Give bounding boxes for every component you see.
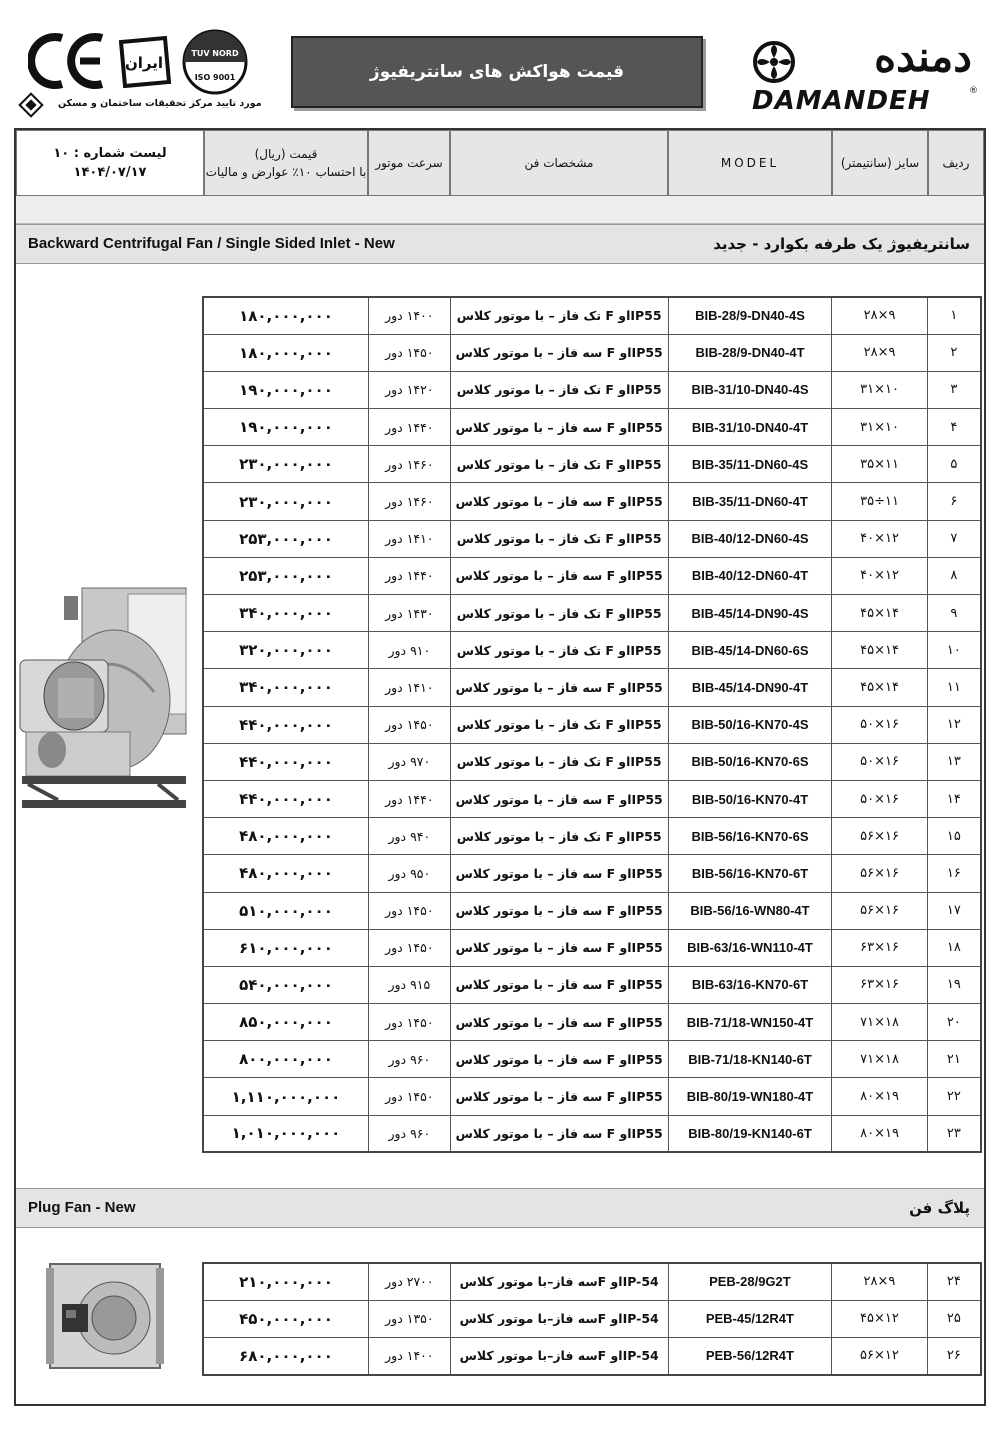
model-cell: PEB-28/9G2T <box>668 1263 831 1300</box>
section-bar-plug <box>16 1188 984 1228</box>
tuv-text: TUV NORD <box>191 49 239 58</box>
size-cell: ۳۵×۱۱ <box>832 446 927 483</box>
list-date: ۱۴۰۴/۰۷/۱۷ <box>73 165 147 180</box>
registered-mark: ® <box>969 86 978 96</box>
speed-cell: ۱۴۵۰ دور <box>368 929 450 966</box>
list-number: لیست شماره : ۱۰ <box>53 145 167 161</box>
speed-cell: ۹۵۰ دور <box>368 855 450 892</box>
table-row <box>203 929 981 966</box>
table-row <box>203 1263 981 1300</box>
table-row <box>203 1004 981 1041</box>
table-row <box>203 1041 981 1078</box>
col-spec: مشخصات فن <box>450 130 668 196</box>
row-number-cell: ۲۱ <box>927 1041 981 1078</box>
price-cell: ۴۴۰,۰۰۰,۰۰۰ <box>203 706 368 743</box>
row-number-cell: ۲۶ <box>927 1338 981 1375</box>
table-row <box>203 966 981 1003</box>
row-number-cell: ۱۳ <box>927 743 981 780</box>
price-header-line2: با احتساب ۱۰٪ عوارض و مالیات <box>205 165 367 179</box>
spec-cell: IP55او F سه فاز – با موتور کلاس <box>450 929 668 966</box>
price-cell: ۱,۰۱۰,۰۰۰,۰۰۰ <box>203 1115 368 1152</box>
section-title-en: Backward Centrifugal Fan / Single Sided Inlet - New <box>28 235 395 252</box>
size-cell: ۵۰×۱۶ <box>832 780 927 817</box>
title-banner <box>291 36 703 108</box>
model-cell: BIB-56/16-KN70-6S <box>668 818 832 855</box>
speed-cell: ۱۴۵۰ دور <box>368 1004 450 1041</box>
speed-cell: ۱۴۱۰ دور <box>368 669 450 706</box>
model-cell: BIB-31/10-DN40-4S <box>668 371 832 408</box>
price-cell: ۵۴۰,۰۰۰,۰۰۰ <box>203 966 368 1003</box>
price-cell: ۴۴۰,۰۰۰,۰۰۰ <box>203 780 368 817</box>
table-row <box>203 892 981 929</box>
model-cell: BIB-63/16-WN110-4T <box>668 929 832 966</box>
price-cell: ۲۳۰,۰۰۰,۰۰۰ <box>203 446 368 483</box>
model-cell: BIB-35/11-DN60-4S <box>668 446 832 483</box>
price-cell: ۴۴۰,۰۰۰,۰۰۰ <box>203 743 368 780</box>
speed-cell: ۱۳۵۰ دور <box>368 1300 450 1337</box>
size-cell: ۴۵×۱۴ <box>832 632 927 669</box>
price-cell: ۲۱۰,۰۰۰,۰۰۰ <box>203 1263 368 1300</box>
spec-cell: IP55او F سه فاز – با موتور کلاس <box>450 1078 668 1115</box>
size-cell: ۴۵×۱۲ <box>832 1300 928 1337</box>
price-cell: ۲۳۰,۰۰۰,۰۰۰ <box>203 483 368 520</box>
row-number-cell: ۲۲ <box>927 1078 981 1115</box>
size-cell: ۲۸×۹ <box>832 334 927 371</box>
row-number-cell: ۱۹ <box>927 966 981 1003</box>
size-cell: ۵۶×۱۶ <box>832 855 927 892</box>
price-cell: ۵۱۰,۰۰۰,۰۰۰ <box>203 892 368 929</box>
table-row <box>203 632 981 669</box>
row-number-cell: ۸ <box>927 557 981 594</box>
model-cell: BIB-28/9-DN40-4S <box>668 297 832 334</box>
spec-cell: IP55او F سه فاز – با موتور کلاس <box>450 483 668 520</box>
section-title-fa: پلاگ فن <box>909 1199 970 1217</box>
model-cell: BIB-50/16-KN70-4T <box>668 780 832 817</box>
size-cell: ۶۳×۱۶ <box>832 929 927 966</box>
size-cell: ۲۸×۹ <box>832 297 927 334</box>
price-cell: ۱۹۰,۰۰۰,۰۰۰ <box>203 409 368 446</box>
price-cell: ۳۴۰,۰۰۰,۰۰۰ <box>203 669 368 706</box>
model-cell: BIB-71/18-WN150-4T <box>668 1004 832 1041</box>
size-cell: ۸۰×۱۹ <box>832 1115 927 1152</box>
model-cell: BIB-80/19-KN140-6T <box>668 1115 832 1152</box>
model-cell: BIB-50/16-KN70-6S <box>668 743 832 780</box>
table-row <box>203 1338 981 1375</box>
speed-cell: ۱۴۱۰ دور <box>368 520 450 557</box>
spec-cell: IP55او F سه فاز – با موتور کلاس <box>450 334 668 371</box>
row-number-cell: ۱۵ <box>927 818 981 855</box>
row-number-cell: ۱۰ <box>927 632 981 669</box>
spec-cell: IP55او F سه فاز – با موتور کلاس <box>450 1041 668 1078</box>
row-number-cell: ۱۸ <box>927 929 981 966</box>
row-number-cell: ۴ <box>927 409 981 446</box>
table-row <box>203 520 981 557</box>
spec-cell: IP55او F تک فاز – با موتور کلاس <box>450 520 668 557</box>
model-cell: BIB-28/9-DN40-4T <box>668 334 832 371</box>
table-row <box>203 371 981 408</box>
speed-cell: ۹۱۵ دور <box>368 966 450 1003</box>
list-number-box <box>16 130 204 196</box>
approval-text: مورد تایید مرکز تحقیقات ساختمان و مسکن <box>58 98 262 109</box>
model-cell: PEB-56/12R4T <box>668 1338 831 1375</box>
spec-cell: IP55او F سه فاز – با موتور کلاس <box>450 557 668 594</box>
speed-cell: ۱۴۵۰ دور <box>368 706 450 743</box>
size-cell: ۵۶×۱۶ <box>832 818 927 855</box>
table-row <box>203 743 981 780</box>
col-row: ردیف <box>928 130 984 196</box>
spec-cell: IP55او F تک فاز – با موتور کلاس <box>450 706 668 743</box>
ce-mark-icon <box>28 30 108 92</box>
row-number-cell: ۲۴ <box>927 1263 981 1300</box>
row-number-cell: ۱ <box>927 297 981 334</box>
speed-cell: ۱۴۲۰ دور <box>368 371 450 408</box>
speed-cell: ۱۴۵۰ دور <box>368 1078 450 1115</box>
page-header <box>0 0 1000 125</box>
speed-cell: ۱۴۶۰ دور <box>368 446 450 483</box>
size-cell: ۲۸×۹ <box>832 1263 928 1300</box>
row-number-cell: ۱۴ <box>927 780 981 817</box>
model-cell: BIB-80/19-WN180-4T <box>668 1078 832 1115</box>
table-row <box>203 595 981 632</box>
size-cell: ۳۱×۱۰ <box>832 371 927 408</box>
plug-fan-price-table <box>202 1262 982 1376</box>
model-cell: BIB-56/16-KN70-6T <box>668 855 832 892</box>
price-cell: ۴۵۰,۰۰۰,۰۰۰ <box>203 1300 368 1337</box>
row-number-cell: ۷ <box>927 520 981 557</box>
speed-cell: ۱۴۵۰ دور <box>368 892 450 929</box>
speed-cell: ۹۱۰ دور <box>368 632 450 669</box>
size-cell: ۴۰×۱۲ <box>832 520 927 557</box>
speed-cell: ۱۴۰۰ دور <box>368 297 450 334</box>
speed-cell: ۱۴۳۰ دور <box>368 595 450 632</box>
spec-cell: IP-54او Fسه فاز–با موتور کلاس <box>450 1338 668 1375</box>
backward-centrifugal-fan-image <box>18 582 190 818</box>
table-row <box>203 780 981 817</box>
size-cell: ۴۵×۱۴ <box>832 595 927 632</box>
price-cell: ۶۱۰,۰۰۰,۰۰۰ <box>203 929 368 966</box>
speed-cell: ۱۴۵۰ دور <box>368 334 450 371</box>
speed-cell: ۱۴۴۰ دور <box>368 409 450 446</box>
row-number-cell: ۲۵ <box>927 1300 981 1337</box>
price-cell: ۳۴۰,۰۰۰,۰۰۰ <box>203 595 368 632</box>
section-title-en: Plug Fan - New <box>28 1199 136 1216</box>
price-cell: ۶۸۰,۰۰۰,۰۰۰ <box>203 1338 368 1375</box>
col-model: MODEL <box>668 130 832 196</box>
section-title-fa: سانتریفیوژ یک طرفه بکوارد - جدید <box>713 235 970 253</box>
row-number-cell: ۲ <box>927 334 981 371</box>
table-row <box>203 1300 981 1337</box>
speed-cell: ۹۷۰ دور <box>368 743 450 780</box>
speed-cell: ۹۶۰ دور <box>368 1041 450 1078</box>
spec-cell: IP55او F سه فاز – با موتور کلاس <box>450 669 668 706</box>
price-cell: ۱۹۰,۰۰۰,۰۰۰ <box>203 371 368 408</box>
size-cell: ۵۶×۱۲ <box>832 1338 928 1375</box>
row-number-cell: ۹ <box>927 595 981 632</box>
spec-cell: IP-54او Fسه فاز–با موتور کلاس <box>450 1300 668 1337</box>
fan-logo-icon <box>752 40 796 84</box>
spec-cell: IP55او F سه فاز – با موتور کلاس <box>450 855 668 892</box>
size-cell: ۶۳×۱۶ <box>832 966 927 1003</box>
spec-cell: IP55او F سه فاز – با موتور کلاس <box>450 892 668 929</box>
price-cell: ۸۰۰,۰۰۰,۰۰۰ <box>203 1041 368 1078</box>
table-row <box>203 483 981 520</box>
speed-cell: ۹۴۰ دور <box>368 818 450 855</box>
row-number-cell: ۱۶ <box>927 855 981 892</box>
iso-text: ISO 9001 <box>194 73 236 82</box>
size-cell: ۸۰×۱۹ <box>832 1078 927 1115</box>
model-cell: BIB-63/16-KN70-6T <box>668 966 832 1003</box>
row-number-cell: ۱۲ <box>927 706 981 743</box>
row-number-cell: ۲۰ <box>927 1004 981 1041</box>
table-row <box>203 409 981 446</box>
model-cell: BIB-50/16-KN70-4S <box>668 706 832 743</box>
size-cell: ۴۵×۱۴ <box>832 669 927 706</box>
spec-cell: IP55او F سه فاز – با موتور کلاس <box>450 1115 668 1152</box>
spec-cell: IP55او F تک فاز – با موتور کلاس <box>450 371 668 408</box>
tuv-iso-9001-icon <box>178 28 253 96</box>
building-research-center-icon <box>18 92 44 118</box>
section-bar-backward <box>16 224 984 264</box>
spec-cell: IP-54او Fسه فاز–با موتور کلاس <box>450 1263 668 1300</box>
spec-cell: IP55او F سه فاز – با موتور کلاس <box>450 1004 668 1041</box>
table-row <box>203 1115 981 1152</box>
table-row <box>203 297 981 334</box>
approval-note <box>18 92 262 118</box>
spec-cell: IP55او F تک فاز – با موتور کلاس <box>450 632 668 669</box>
price-cell: ۲۵۳,۰۰۰,۰۰۰ <box>203 557 368 594</box>
spec-cell: IP55او F سه فاز – با موتور کلاس <box>450 966 668 1003</box>
speed-cell: ۱۴۴۰ دور <box>368 780 450 817</box>
model-cell: BIB-40/12-DN60-4T <box>668 557 832 594</box>
size-cell: ۳۵÷۱۱ <box>832 483 927 520</box>
model-cell: BIB-40/12-DN60-4S <box>668 520 832 557</box>
column-header-row <box>16 130 984 196</box>
speed-cell: ۱۴۴۰ دور <box>368 557 450 594</box>
isiri-standard-icon <box>115 32 173 90</box>
col-size: سایز (سانتیمتر) <box>832 130 928 196</box>
price-cell: ۳۲۰,۰۰۰,۰۰۰ <box>203 632 368 669</box>
spec-cell: IP55او F تک فاز – با موتور کلاس <box>450 297 668 334</box>
logo-english-text: DAMANDEH <box>752 86 931 116</box>
price-cell: ۱۸۰,۰۰۰,۰۰۰ <box>203 297 368 334</box>
row-number-cell: ۱۱ <box>927 669 981 706</box>
backward-fan-price-table <box>202 296 982 1153</box>
speed-cell: ۱۴۰۰ دور <box>368 1338 450 1375</box>
col-price <box>204 130 368 196</box>
model-cell: BIB-45/14-DN60-6S <box>668 632 832 669</box>
logo-persian-text: دمنده <box>874 32 972 81</box>
size-cell: ۷۱×۱۸ <box>832 1004 927 1041</box>
spec-cell: IP55او F تک فاز – با موتور کلاس <box>450 818 668 855</box>
model-cell: PEB-45/12R4T <box>668 1300 831 1337</box>
model-cell: BIB-45/14-DN90-4T <box>668 669 832 706</box>
row-number-cell: ۱۷ <box>927 892 981 929</box>
table-row <box>203 855 981 892</box>
header-divider-strip <box>16 196 984 224</box>
table-row <box>203 818 981 855</box>
row-number-cell: ۵ <box>927 446 981 483</box>
speed-cell: ۲۷۰۰ دور <box>368 1263 450 1300</box>
table-row <box>203 1078 981 1115</box>
price-cell: ۱۸۰,۰۰۰,۰۰۰ <box>203 334 368 371</box>
table-row <box>203 557 981 594</box>
price-cell: ۴۸۰,۰۰۰,۰۰۰ <box>203 855 368 892</box>
row-number-cell: ۶ <box>927 483 981 520</box>
size-cell: ۳۱×۱۰ <box>832 409 927 446</box>
spec-cell: IP55او F تک فاز – با موتور کلاس <box>450 743 668 780</box>
price-cell: ۲۵۳,۰۰۰,۰۰۰ <box>203 520 368 557</box>
spec-cell: IP55او F سه فاز – با موتور کلاس <box>450 409 668 446</box>
spec-cell: IP55او F تک فاز – با موتور کلاس <box>450 446 668 483</box>
size-cell: ۵۶×۱۶ <box>832 892 927 929</box>
size-cell: ۵۰×۱۶ <box>832 743 927 780</box>
price-cell: ۸۵۰,۰۰۰,۰۰۰ <box>203 1004 368 1041</box>
model-cell: BIB-35/11-DN60-4T <box>668 483 832 520</box>
table-row <box>203 446 981 483</box>
table-row <box>203 334 981 371</box>
table-row <box>203 706 981 743</box>
table-row <box>203 669 981 706</box>
row-number-cell: ۳ <box>927 371 981 408</box>
damandeh-logo <box>748 28 978 118</box>
model-cell: BIB-56/16-WN80-4T <box>668 892 832 929</box>
size-cell: ۷۱×۱۸ <box>832 1041 927 1078</box>
price-cell: ۱,۱۱۰,۰۰۰,۰۰۰ <box>203 1078 368 1115</box>
model-cell: BIB-45/14-DN90-4S <box>668 595 832 632</box>
spec-cell: IP55او F سه فاز – با موتور کلاس <box>450 780 668 817</box>
model-cell: BIB-71/18-KN140-6T <box>668 1041 832 1078</box>
model-cell: BIB-31/10-DN40-4T <box>668 409 832 446</box>
spec-cell: IP55او F تک فاز – با موتور کلاس <box>450 595 668 632</box>
price-header-line1: قیمت (ریال) <box>254 147 318 161</box>
speed-cell: ۱۴۶۰ دور <box>368 483 450 520</box>
price-cell: ۴۸۰,۰۰۰,۰۰۰ <box>203 818 368 855</box>
col-speed: سرعت موتور <box>368 130 450 196</box>
speed-cell: ۹۶۰ دور <box>368 1115 450 1152</box>
page-title: قیمت هواکش های سانتریفیوژ <box>369 62 625 82</box>
plug-fan-image <box>44 1260 166 1372</box>
isiri-text: ایران <box>124 54 164 72</box>
size-cell: ۵۰×۱۶ <box>832 706 927 743</box>
size-cell: ۴۰×۱۲ <box>832 557 927 594</box>
row-number-cell: ۲۳ <box>927 1115 981 1152</box>
